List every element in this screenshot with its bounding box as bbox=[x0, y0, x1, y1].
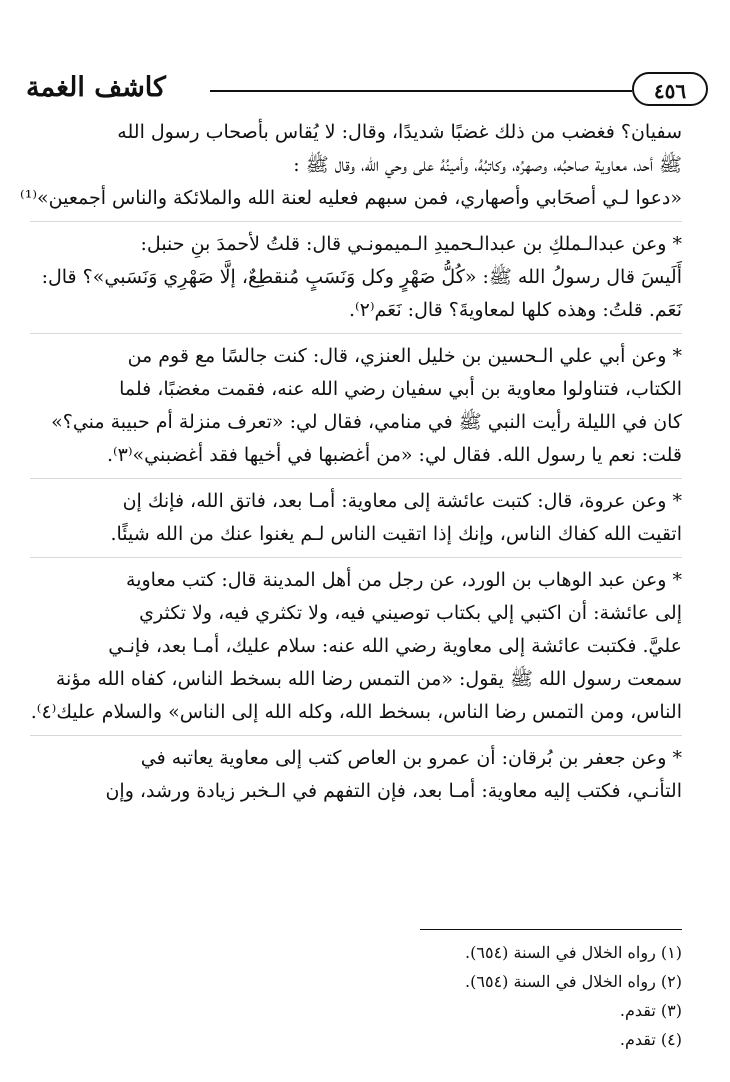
paragraph bbox=[30, 735, 682, 808]
text-line: * وعن أبي علي الـحسين بن خليل العنزي، قال: كنت جالسًا مع قوم من bbox=[127, 345, 682, 367]
footnote: (١) رواه الخلال في السنة (٦٥٤). bbox=[465, 943, 682, 962]
text-line: ﷺ أحد، معاوية صاحبُه، وصهرُه، وكاتبُهُ، وأمينُهُ على وحي الله، وقال ﷺ : bbox=[293, 154, 682, 176]
text-line: إلى عائشة: أن اكتبي إلي بكتاب توصيني فيه، ولا تكثري فيه، ولا تكثري bbox=[139, 602, 682, 624]
page-number: ٤٥٦ bbox=[632, 72, 708, 106]
paragraph bbox=[30, 221, 682, 327]
text-line: عليَّ. فكتبت عائشة إلى معاوية رضي الله عنه: سلام عليك، أمـا بعد، فإنـي bbox=[108, 635, 682, 657]
text-line: «دعوا لـي أصحَابي وأصهاري، فمن سبهم فعليه لعنة الله والملائكة والناس أجمعين»⁽¹⁾ bbox=[20, 187, 682, 209]
paragraph bbox=[20, 116, 682, 215]
text-line: أَلَيسَ قال رسولُ الله ﷺ: «كُلُّ صَهْرٍ وكل وَنَسَبٍ مُنقطِعٌ، إلَّا صَهْرِي وَنَسَبي»؟ قال: bbox=[41, 266, 682, 288]
text-line: سفيان؟ فغضب من ذلك غضبًا شديدًا، وقال: لا يُقاس بأصحاب رسول الله bbox=[117, 121, 682, 143]
paragraph bbox=[30, 333, 682, 472]
paragraph bbox=[30, 478, 682, 551]
text-line: الناس، ومن التمس رضا الناس، بسخط الله، وكله الله إلى الناس» والسلام عليك⁽٤⁾. bbox=[30, 701, 682, 723]
header-rule bbox=[210, 90, 632, 92]
text-line: كان في الليلة رأيت النبي ﷺ في منامي، فقال لي: «تعرف منزلة أم حبيبة مني؟» bbox=[51, 411, 682, 433]
footnote: (٢) رواه الخلال في السنة (٦٥٤). bbox=[465, 972, 682, 991]
text-line: الكتاب، فتناولوا معاوية بن أبي سفيان رضي الله عنه، فقمت مغضبًا، فلما bbox=[119, 378, 682, 400]
text-line: * وعن عروة، قال: كتبت عائشة إلى معاوية: أمـا بعد، فاتق الله، فإنك إن bbox=[122, 490, 682, 512]
footnotes bbox=[282, 938, 682, 1054]
paragraph bbox=[30, 557, 682, 729]
page-header bbox=[20, 66, 710, 116]
text-line: * وعن جعفر بن بُرقان: أن عمرو بن العاص كتب إلى معاوية يعاتبه في bbox=[140, 747, 682, 769]
text-line: سمعت رسول الله ﷺ يقول: «من التمس رضا الله بسخط الناس، كفاه الله مؤنة bbox=[55, 668, 682, 690]
text-line: التأنـي، فكتب إليه معاوية: أمـا بعد، فإن التفهم في الـخبر زيادة ورشد، وإن bbox=[105, 780, 682, 802]
text-line: * وعن عبد الوهاب بن الورد، عن رجل من أهل المدينة قال: كتب معاوية bbox=[126, 569, 682, 591]
running-title: كاشف الغمة bbox=[26, 72, 166, 103]
footnote: (٣) تقدم. bbox=[619, 1001, 682, 1020]
footnote: (٤) تقدم. bbox=[619, 1030, 682, 1049]
text-line: اتقيت الله كفاك الناس، وإنك إذا اتقيت الناس لـم يغنوا عنك من الله شيئًا. bbox=[110, 523, 682, 545]
text-line: قلت: نعم يا رسول الله. فقال لي: «من أغضبها في أخيها فقد أغضبني»⁽٣⁾. bbox=[106, 444, 682, 466]
text-line: * وعن عبدالـملكِ بن عبدالـحميدِ الـميمونـي قال: قلتُ لأحمدَ بنِ حنبل: bbox=[140, 233, 682, 255]
text-line: نَعَم. قلتُ: وهذه كلها لمعاويةَ؟ قال: نَعَم⁽٢⁾. bbox=[348, 299, 682, 321]
footnote-separator bbox=[420, 929, 682, 930]
body-text bbox=[20, 116, 682, 808]
